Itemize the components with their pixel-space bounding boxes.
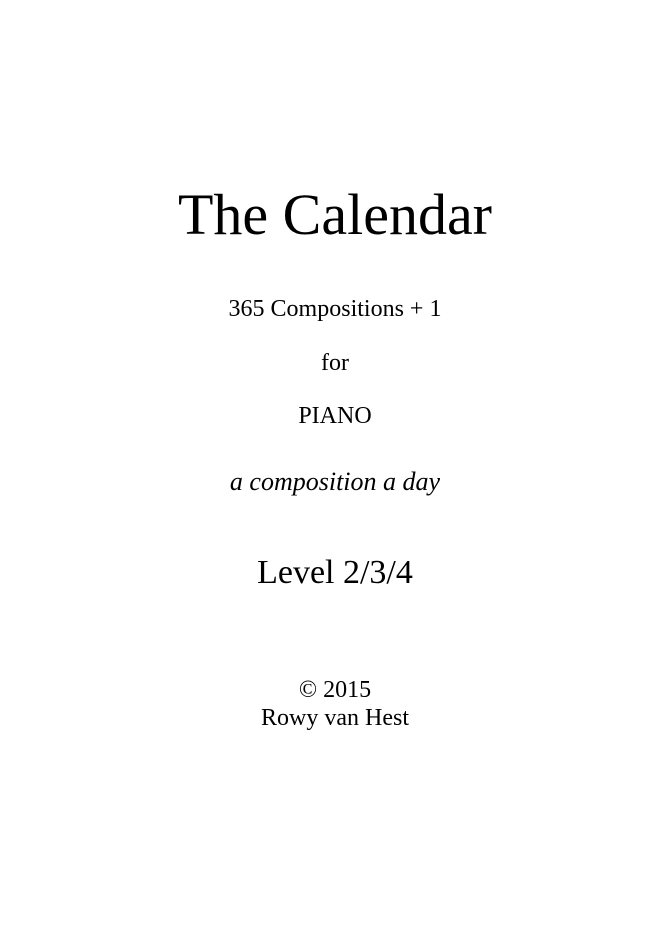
for-text: for [321, 350, 349, 376]
book-title: The Calendar [177, 182, 492, 247]
author-name: Rowy van Hest [261, 705, 409, 731]
level-label: Level 2/3/4 [257, 554, 413, 591]
tagline: a composition a day [229, 467, 441, 496]
instrument-name: PIANO [298, 403, 372, 429]
copyright-notice: © 2015 [298, 677, 372, 703]
book-subtitle: 365 Compositions + 1 [228, 296, 442, 322]
